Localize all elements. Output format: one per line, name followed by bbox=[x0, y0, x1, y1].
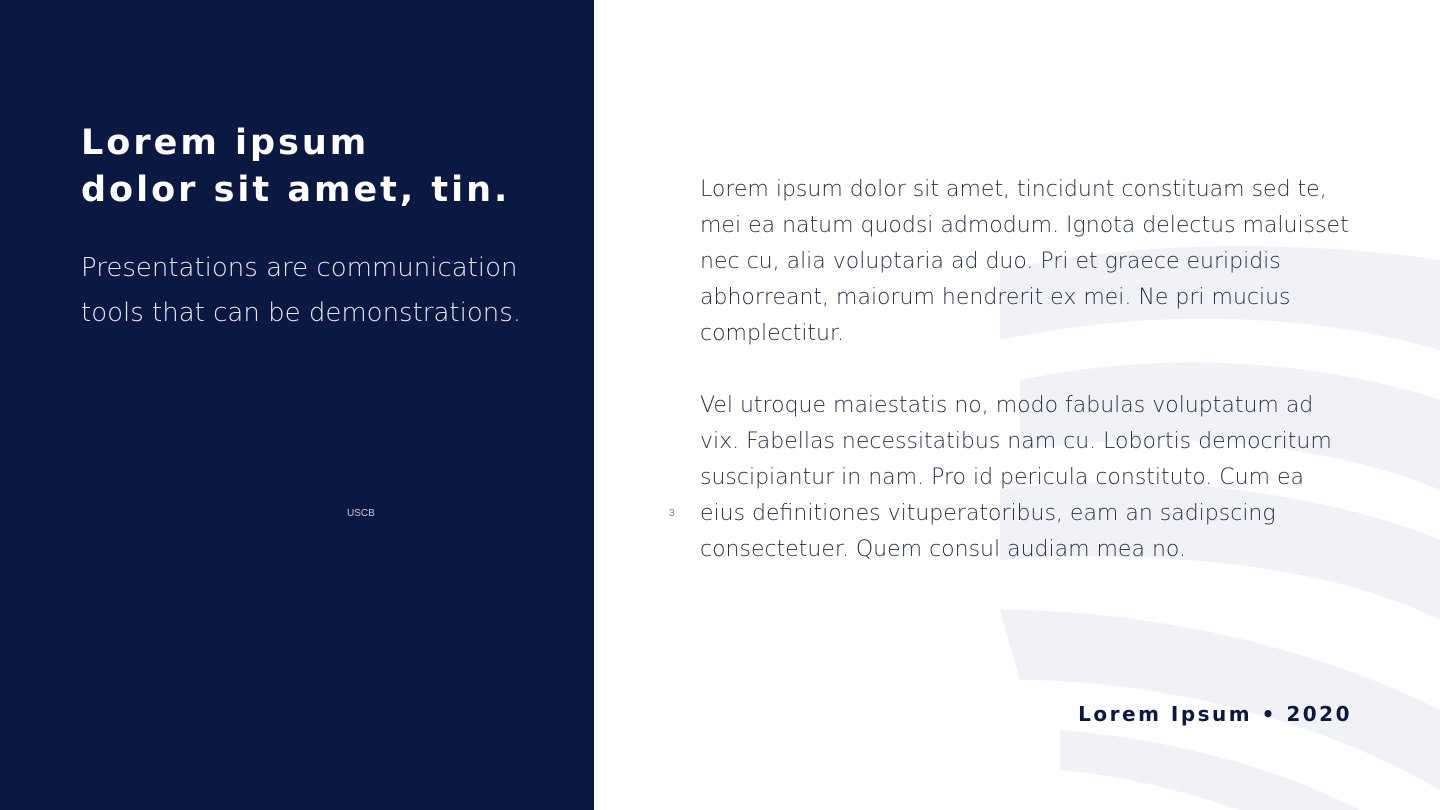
footer-brand-year: Lorem Ipsum • 2020 bbox=[1078, 702, 1352, 726]
slide-subtitle: Presentations are communication tools that can be demonstrations. bbox=[81, 253, 522, 328]
footer-label: USCB bbox=[347, 508, 375, 519]
slide-title: Lorem ipsum dolor sit amet, tin. bbox=[81, 123, 511, 210]
body-paragraph: Vel utroque maiestatis no, modo fabulas voluptatum ad vix. Fabellas necessitatibus nam cu. Lobortis democritum suscipiantur in nam. Pro id pericula constituto. Cum ea eius definitiones vituperatoribus, eam an sadipscing consectetuer. Quem consul audiam mea no. bbox=[700, 393, 1332, 562]
body-paragraph: Lorem ipsum dolor sit amet, tincidunt constituam sed te, mei ea natum quodsi admodum. Ignota delectus maluisset nec cu, alia voluptaria ad duo. Pri et graece euripidis abhorreant, maiorum hendrerit ex mei. Ne pri mucius complectitur. bbox=[700, 177, 1349, 346]
page-number: 3 bbox=[669, 508, 675, 519]
body-text bbox=[700, 172, 1350, 604]
